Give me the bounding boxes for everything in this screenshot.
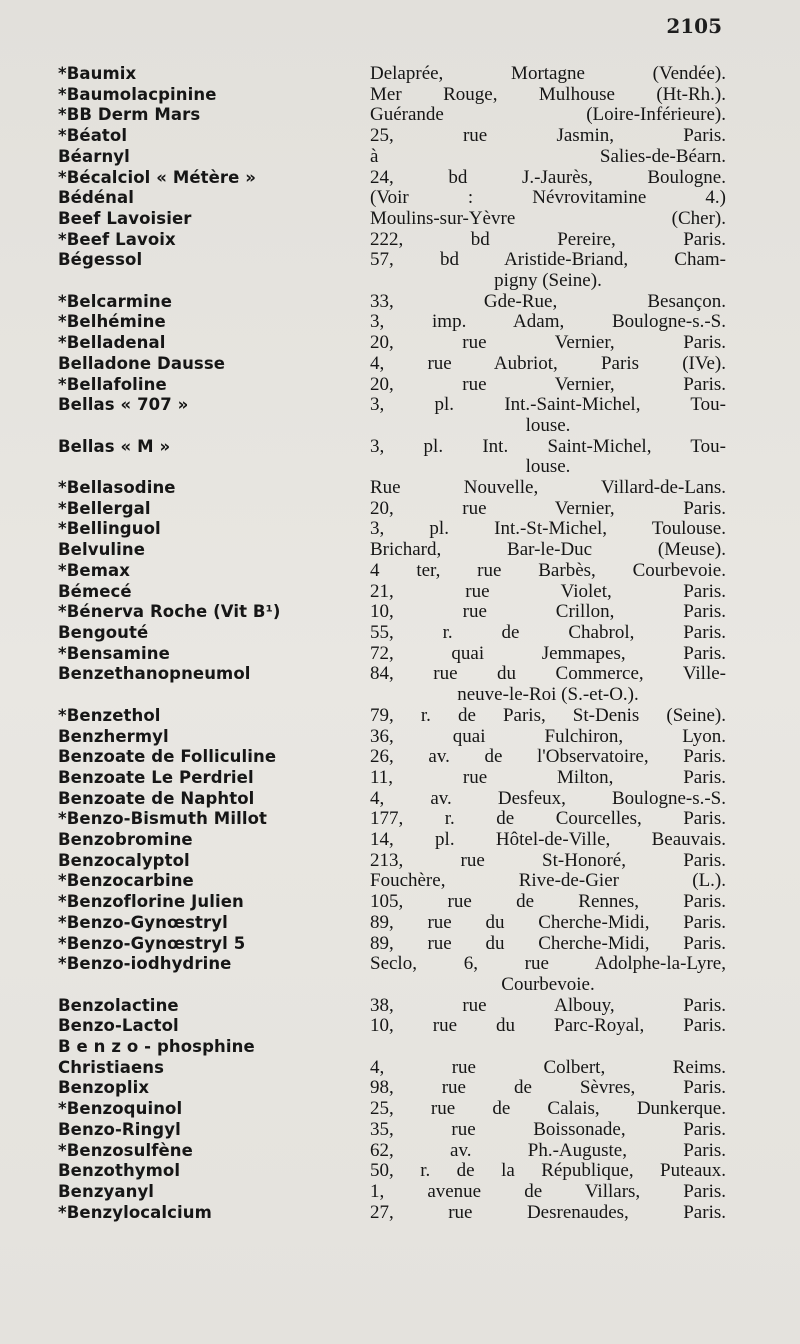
directory-entry (58, 1016, 730, 1037)
directory-entry (58, 105, 730, 126)
manufacturer-address (370, 664, 730, 705)
product-name: Benzo-Lactol (58, 1016, 179, 1036)
address-line: 20, rue Vernier, Paris. (370, 497, 726, 519)
directory-entry (58, 292, 730, 313)
directory-entry (58, 747, 730, 768)
directory-entry (58, 312, 730, 333)
directory-entry (58, 706, 730, 727)
manufacturer-address (370, 375, 730, 396)
directory-entry (58, 1141, 730, 1162)
address-line: 1, avenue de Villars, Paris. (370, 1180, 726, 1202)
directory-entry (58, 768, 730, 789)
directory-entry (58, 789, 730, 810)
address-line: à Salies-de-Béarn. (370, 145, 726, 167)
manufacturer-address (370, 126, 730, 147)
product-name: *Belcarmine (58, 291, 172, 311)
manufacturer-address (370, 871, 730, 892)
directory-entry (58, 644, 730, 665)
product-name: Bémecé (58, 581, 132, 601)
directory-entry (58, 478, 730, 499)
product-name: Benzoate de Naphtol (58, 788, 255, 808)
product-name: *Benzosulfène (58, 1140, 193, 1160)
directory-entry (58, 147, 730, 168)
manufacturer-address (370, 1182, 730, 1203)
directory-entry (58, 871, 730, 892)
directory-entry (58, 437, 730, 478)
manufacturer-address (370, 292, 730, 313)
manufacturer-address (370, 64, 730, 85)
product-name: *Benzo-Bismuth Millot (58, 809, 268, 829)
product-name: Benzoate de Folliculine (58, 747, 277, 767)
manufacturer-address (370, 602, 730, 623)
manufacturer-address (370, 996, 730, 1017)
directory-entry (58, 1099, 730, 1120)
address-line: Fouchère, Rive-de-Gier (L.). (370, 870, 726, 892)
address-line: Rue Nouvelle, Villard-de-Lans. (370, 477, 726, 499)
address-line: 20, rue Vernier, Paris. (370, 332, 726, 354)
manufacturer-address (370, 1078, 730, 1099)
address-line: 3, pl. Int.-Saint-Michel, Tou- (370, 394, 726, 416)
directory-entry (58, 250, 730, 291)
entry-list (58, 64, 730, 1223)
product-name: *Benzethol (58, 705, 161, 725)
product-name: Beef Lavoisier (58, 208, 192, 228)
address-line: 25, rue Jasmin, Paris. (370, 125, 726, 147)
manufacturer-address (370, 519, 730, 540)
address-line: 62, av. Ph.-Auguste, Paris. (370, 1139, 726, 1161)
manufacturer-address (370, 188, 730, 209)
product-name: Benzoplix (58, 1078, 150, 1098)
address-continuation: neuve-le-Roi (S.-et-O.). (457, 684, 639, 706)
address-line: 89, rue du Cherche-Midi, Paris. (370, 932, 726, 954)
product-name: Benzobromine (58, 830, 193, 850)
address-line: 98, rue de Sèvres, Paris. (370, 1077, 726, 1099)
directory-entry (58, 333, 730, 354)
product-name: *Bensamine (58, 643, 170, 663)
directory-entry (58, 375, 730, 396)
address-continuation: louse. (525, 456, 571, 478)
product-name: Bellas « 707 » (58, 395, 189, 415)
directory-entry (58, 499, 730, 520)
product-name: *Belladenal (58, 333, 166, 353)
address-line: 222, bd Pereire, Paris. (370, 228, 726, 250)
directory-entry (58, 126, 730, 147)
directory-entry (58, 934, 730, 955)
address-line: 4, av. Desfeux, Boulogne-s.-S. (370, 787, 726, 809)
directory-entry (58, 540, 730, 561)
address-line: 10, rue du Parc-Royal, Paris. (370, 1015, 726, 1037)
directory-entry (58, 664, 730, 705)
address-line: 20, rue Vernier, Paris. (370, 373, 726, 395)
directory-entry (58, 1161, 730, 1182)
address-line: 84, rue du Commerce, Ville- (370, 663, 726, 685)
manufacturer-address (370, 312, 730, 333)
manufacturer-address (370, 85, 730, 106)
manufacturer-address (370, 1099, 730, 1120)
product-name: Benzyanyl (58, 1181, 155, 1201)
directory-entry (58, 809, 730, 830)
directory-entry (58, 954, 730, 995)
manufacturer-address (370, 809, 730, 830)
address-line: 14, pl. Hôtel-de-Ville, Beauvais. (370, 829, 726, 851)
manufacturer-address (370, 644, 730, 665)
product-name: *Bécalciol « Métère » (58, 167, 257, 187)
manufacturer-address (370, 561, 730, 582)
product-name: *Bemax (58, 560, 130, 580)
product-name: Benzocalyptol (58, 850, 190, 870)
directory-entry (58, 830, 730, 851)
manufacturer-address (370, 623, 730, 644)
product-name: *Benzo-Gynœstryl 5 (58, 933, 246, 953)
manufacturer-address (370, 1016, 730, 1037)
manufacturer-address (370, 747, 730, 768)
manufacturer-address (370, 851, 730, 872)
address-line: 72, quai Jemmapes, Paris. (370, 642, 726, 664)
address-line: 3, pl. Int.-St-Michel, Toulouse. (370, 518, 726, 540)
product-name: Belvuline (58, 540, 146, 560)
manufacturer-address (370, 105, 730, 126)
address-line: 55, r. de Chabrol, Paris. (370, 621, 726, 643)
address-line: 3, pl. Int. Saint-Michel, Tou- (370, 435, 726, 457)
address-line: 10, rue Crillon, Paris. (370, 601, 726, 623)
product-name: Bégessol (58, 250, 143, 270)
product-name: *Bellinguol (58, 519, 161, 539)
address-line: 79, r. de Paris, St-Denis (Seine). (370, 704, 726, 726)
manufacturer-address (370, 1120, 730, 1141)
directory-entry (58, 623, 730, 644)
directory-entry (58, 354, 730, 375)
address-line: 11, rue Milton, Paris. (370, 766, 726, 788)
manufacturer-address (370, 706, 730, 727)
address-line: 213, rue St-Honoré, Paris. (370, 849, 726, 871)
directory-entry (58, 188, 730, 209)
manufacturer-address (370, 437, 730, 478)
manufacturer-address (370, 582, 730, 603)
product-name: Benzolactine (58, 995, 179, 1015)
manufacturer-address (370, 1203, 730, 1224)
manufacturer-address (370, 395, 730, 436)
manufacturer-address (370, 768, 730, 789)
address-line: 24, bd J.-Jaurès, Boulogne. (370, 166, 726, 188)
product-name: Béarnyl (58, 146, 130, 166)
manufacturer-address (370, 333, 730, 354)
directory-entry (58, 851, 730, 872)
product-name: *BB Derm Mars (58, 105, 201, 125)
product-name: *Benzo-Gynœstryl (58, 912, 228, 932)
product-name: Bengouté (58, 622, 149, 642)
directory-entry (58, 209, 730, 230)
directory-entry (58, 892, 730, 913)
address-line: 33, Gde-Rue, Besançon. (370, 290, 726, 312)
product-name: *Benzoflorine Julien (58, 892, 244, 912)
directory-entry (58, 1182, 730, 1203)
address-line: Delaprée, Mortagne (Vendée). (370, 63, 726, 84)
address-line: 177, r. de Courcelles, Paris. (370, 808, 726, 830)
product-name: *Bénerva Roche (Vit B¹) (58, 602, 281, 622)
manufacturer-address (370, 830, 730, 851)
address-line: 36, quai Fulchiron, Lyon. (370, 725, 726, 747)
address-line: (Voir : Névrovitamine 4.) (370, 187, 726, 209)
directory-entry (58, 1037, 730, 1078)
product-name: *Bellafoline (58, 374, 167, 394)
product-name: *Benzoquinol (58, 1099, 183, 1119)
directory-entry (58, 727, 730, 748)
product-name: Bédénal (58, 188, 135, 208)
directory-entry (58, 1120, 730, 1141)
manufacturer-address (370, 478, 730, 499)
manufacturer-address (370, 540, 730, 561)
directory-entry (58, 168, 730, 189)
product-name: *Bellergal (58, 498, 151, 518)
product-name: *Bellasodine (58, 478, 176, 498)
directory-entry (58, 996, 730, 1017)
address-line: Brichard, Bar-le-Duc (Meuse). (370, 539, 726, 561)
address-continuation: louse. (525, 414, 571, 436)
address-continuation: 4, rue Colbert, Reims. (370, 1056, 726, 1078)
product-name: Bellas « M » (58, 436, 171, 456)
manufacturer-address (370, 230, 730, 251)
address-line: 38, rue Albouy, Paris. (370, 994, 726, 1016)
product-name: *Baumolacpinine (58, 84, 217, 104)
manufacturer-address (370, 954, 730, 995)
manufacturer-address (370, 147, 730, 168)
address-continuation: Courbevoie. (501, 973, 595, 995)
product-name: Benzoate Le Perdriel (58, 767, 254, 787)
address-line: Moulins-sur-Yèvre (Cher). (370, 207, 726, 229)
address-line: 89, rue du Cherche-Midi, Paris. (370, 911, 726, 933)
directory-entry (58, 1078, 730, 1099)
directory-entry (58, 230, 730, 251)
directory-entry (58, 561, 730, 582)
manufacturer-address (370, 913, 730, 934)
manufacturer-address (370, 1161, 730, 1182)
manufacturer-address (370, 209, 730, 230)
product-name: *Beef Lavoix (58, 229, 176, 249)
directory-entry (58, 64, 730, 85)
address-continuation: pigny (Seine). (494, 270, 602, 292)
manufacturer-address (370, 1141, 730, 1162)
manufacturer-address (370, 789, 730, 810)
address-line: 27, rue Desrenaudes, Paris. (370, 1201, 726, 1223)
address-line: 26, av. de l'Observatoire, Paris. (370, 746, 726, 768)
product-name: Belladone Dausse (58, 353, 226, 373)
product-name: *Belhémine (58, 312, 166, 332)
manufacturer-address (370, 250, 730, 291)
directory-entry (58, 913, 730, 934)
product-name: *Benzo-iodhydrine (58, 954, 232, 974)
product-name: Benzethanopneumol (58, 664, 251, 684)
product-name: B e n z o - phosphine Christiaens (58, 1037, 255, 1077)
manufacturer-address (370, 892, 730, 913)
address-line: 35, rue Boissonade, Paris. (370, 1118, 726, 1140)
directory-entry (58, 85, 730, 106)
product-name: *Benzocarbine (58, 871, 194, 891)
directory-entry (58, 582, 730, 603)
address-line: 4, rue Aubriot, Paris (IVe). (370, 352, 726, 374)
product-name: *Benzylocalcium (58, 1202, 212, 1222)
page-number: 2105 (666, 14, 722, 38)
address-line: 4 ter, rue Barbès, Courbevoie. (370, 559, 726, 581)
manufacturer-address (370, 354, 730, 375)
manufacturer-address (370, 934, 730, 955)
manufacturer-address (370, 168, 730, 189)
directory-entry (58, 519, 730, 540)
manufacturer-address (370, 1037, 730, 1078)
product-name: Benzhermyl (58, 726, 169, 746)
address-line: Guérande (Loire-Inférieure). (370, 104, 726, 126)
manufacturer-address (370, 499, 730, 520)
address-line: 105, rue de Rennes, Paris. (370, 891, 726, 913)
directory-entry (58, 1203, 730, 1224)
directory-entry (58, 395, 730, 436)
address-line: 25, rue de Calais, Dunkerque. (370, 1098, 726, 1120)
manufacturer-address (370, 727, 730, 748)
address-line: 3, imp. Adam, Boulogne-s.-S. (370, 311, 726, 333)
product-name: Benzothymol (58, 1161, 181, 1181)
address-line: 50, r. de la République, Puteaux. (370, 1160, 726, 1182)
product-name: *Baumix (58, 64, 137, 83)
product-name: *Béatol (58, 126, 128, 146)
address-line: Seclo, 6, rue Adolphe-la-Lyre, (370, 953, 726, 975)
product-name: Benzo-Ringyl (58, 1119, 181, 1139)
address-line: 57, bd Aristide-Briand, Cham- (370, 249, 726, 271)
directory-entry (58, 602, 730, 623)
address-line: 21, rue Violet, Paris. (370, 580, 726, 602)
address-line: Mer Rouge, Mulhouse (Ht-Rh.). (370, 83, 726, 105)
